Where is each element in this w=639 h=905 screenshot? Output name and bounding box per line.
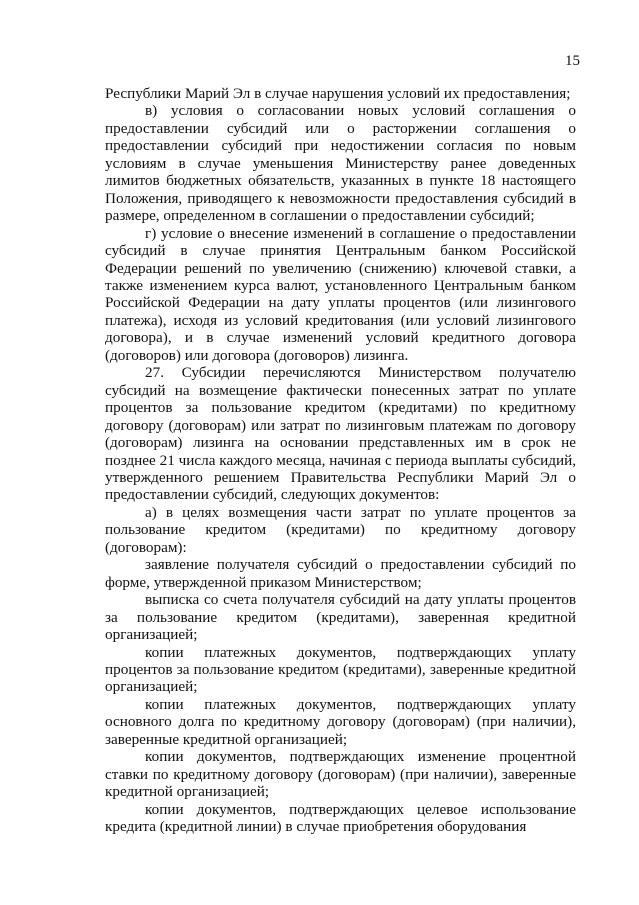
paragraph-payment-docs-interest: копии платежных документов, подтверждающих уплату процентов за пользование кредитом (кредитами), заверенные кредитной организацией; <box>105 643 576 696</box>
document-body <box>105 85 576 835</box>
paragraph-continuation: Республики Марий Эл в случае нарушения условий их предоставления; <box>105 85 571 102</box>
paragraph-item-v: в) условия о согласовании новых условий соглашения о предоставлении субсидий или о расторжении соглашения о предоставлении субсидий при недостижении согласия по новым условиям в случае уменьшения Министерству ранее доведенных лимитов бюджетных обязательств, указанных в пункте 18 настоящего Положения, приводящего к невозможности предоставления субсидий в размере, определенном в соглашении о предоставлении субсидий; <box>105 102 576 225</box>
paragraph-item-g: г) условие о внесение изменений в соглашение о предоставлении субсидий в случае принятия Центральным банком Российской Федерации решений по увеличению (снижению) ключевой ставки, а также изменением курса валют, установленного Центральным банком Российской Федерации на дату уплаты процентов (или лизингового платежа), исходя из условий кредитования (или условий лизингового договора), и в случае изменений условий кредитного договора (договоров) или договора (договоров) лизинга. <box>105 224 576 364</box>
page-number: 15 <box>565 53 580 69</box>
paragraph-payment-docs-principal: копии платежных документов, подтверждающих уплату основного долга по кредитному договору (договорам) (при наличии), заверенные кредитной организацией; <box>105 695 576 748</box>
paragraph-target-use-docs: копии документов, подтверждающих целевое использование кредита (кредитной линии) в случае приобретения оборудования <box>105 800 576 836</box>
paragraph-rate-change-docs: копии документов, подтверждающих изменение процентной ставки по кредитному договору (договорам) (при наличии), заверенные кредитной организацией; <box>105 748 576 801</box>
paragraph-clause-27: 27. Субсидии перечисляются Министерством получателю субсидий на возмещение фактически понесенных затрат по уплате процентов за пользование кредитом (кредитами) по кредитному договору (договорам) или затрат по лизинговым платежам по договору (договорам) лизинга на основании представленных им в срок не позднее 21 числа каждого месяца, начиная с периода выплаты субсидий, утвержденного решением Правительства Республики Марий Эл о предоставлении субсидий, следующих документов: <box>105 364 576 504</box>
paragraph-account-statement: выписка со счета получателя субсидий на дату уплаты процентов за пользование кредитом (кредитами), заверенная кредитной организацией; <box>105 591 576 644</box>
paragraph-application: заявление получателя субсидий о предоставлении субсидий по форме, утвержденной приказом Министерством; <box>105 556 576 591</box>
paragraph-item-a: а) в целях возмещения части затрат по уплате процентов за пользование кредитом (кредитами) по кредитному договору (договорам): <box>105 503 576 556</box>
